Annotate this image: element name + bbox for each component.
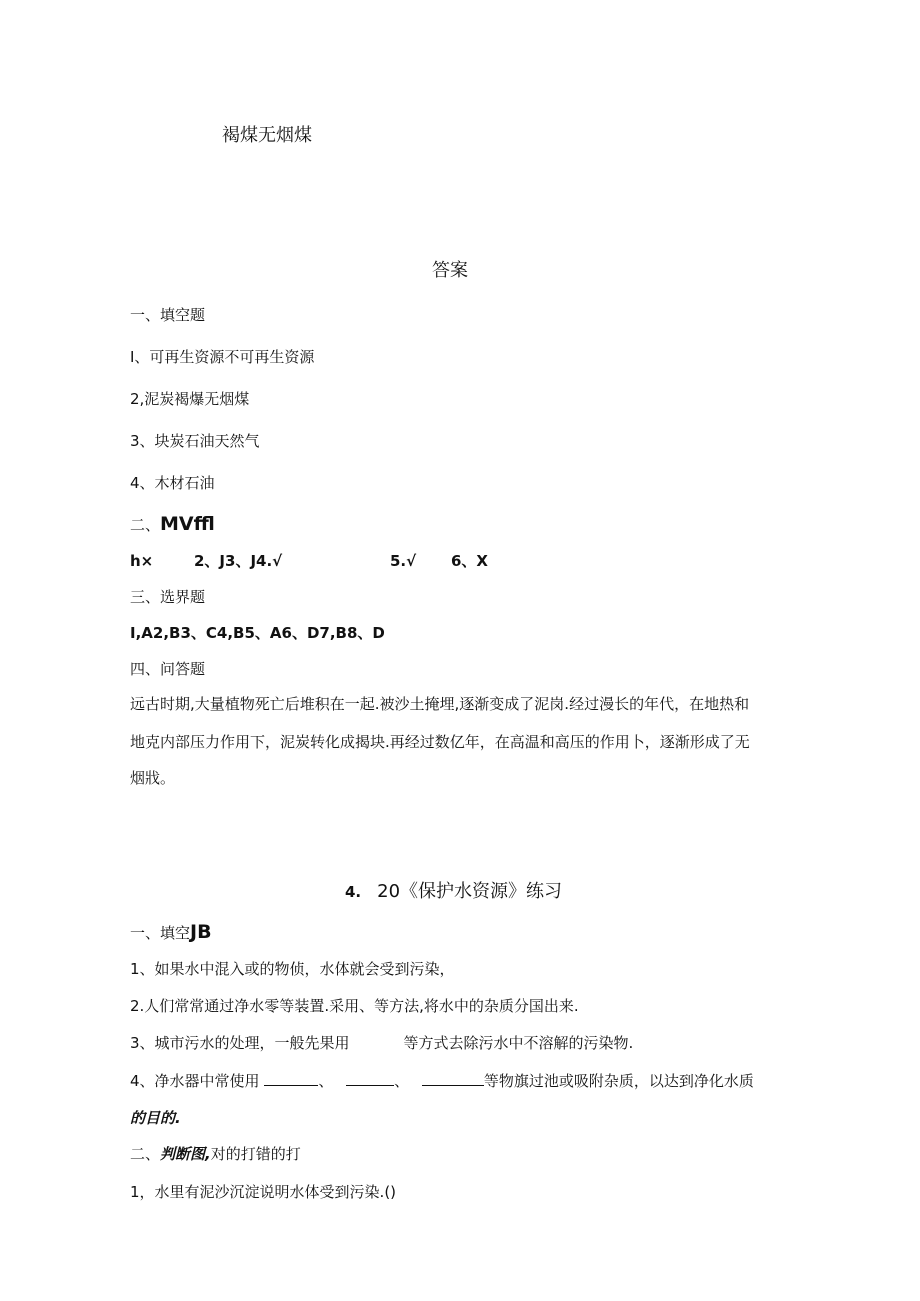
exercise-section-2-rest: 对的打错的打: [210, 1145, 301, 1163]
blank-2: [346, 1071, 394, 1086]
exercise-section-2-prefix: 二、: [130, 1145, 161, 1163]
answer-4-line-2: 地克内部压力作用下，泥炭转化成揭块.再经过数亿年，在高温和高压的作用卜，逐渐形成了无: [130, 733, 750, 751]
exercise-title-number: 4.: [345, 883, 362, 901]
answer-2-4: 6、X: [451, 552, 489, 570]
exercise-section-2-italic: 判断图,: [160, 1145, 211, 1163]
answer-4-line-3: 烟戕。: [130, 769, 176, 787]
top-line: 褐煤无烟煤: [222, 125, 312, 146]
question-3-part-b: 等方式去除污水中不溶解的污染物.: [403, 1034, 634, 1052]
answer-4-line-1: 远古时期,大量植物死亡后堆积在一起.被沙土掩埋,逐渐变成了泥岗.经过漫长的年代，在地热和: [130, 695, 750, 713]
answers-section-4-heading: 四、问答题: [130, 660, 206, 678]
question-3: [130, 1033, 633, 1053]
question-4: [130, 1071, 754, 1091]
question-2: 2.人们常常通过净水零等装置.采用、等方法,将水中的杂质分国出来.: [130, 997, 579, 1015]
exercise-section-1-heading: [130, 922, 212, 943]
question-4-sep-1: 、: [318, 1072, 334, 1090]
section-2-prefix: 二、: [130, 516, 161, 534]
answer-3: I,A2,B3、C4,B5、A6、D7,B8、D: [130, 624, 385, 642]
exercise-section-1-prefix: 一、填空: [130, 924, 191, 942]
blank-1: [264, 1071, 318, 1086]
question-4-part-b: 等物旗过池或吸附杂质，以达到净化水质: [483, 1072, 754, 1090]
question-4-continued: 的目的.: [130, 1109, 181, 1127]
question-1: 1、如果水中混入或的物侦，水体就会受到污染，: [130, 960, 455, 978]
answers-title: 答案: [432, 260, 468, 281]
exercise-section-1-garbled: JB: [190, 921, 212, 943]
blank-3: [422, 1071, 484, 1086]
answer-1-1: I、可再生资源不可再生资源: [130, 348, 315, 366]
answer-2-2: 2、J3、J4.√: [194, 552, 283, 570]
section-2-garbled: MVffl: [160, 513, 215, 535]
answer-2-3: 5.√: [390, 552, 417, 570]
judgement-question-1: 1，水里有泥沙沉淀说明水体受到污染.(): [130, 1183, 397, 1201]
answers-section-1-heading: 一、填空题: [130, 306, 206, 324]
question-3-part-a: 3、城市污水的处理，一般先果用: [130, 1034, 350, 1052]
answer-1-4: 4、木材石油: [130, 474, 215, 492]
exercise-title-text: 20《保护水资源》练习: [377, 881, 563, 902]
question-4-sep-2: 、: [394, 1072, 410, 1090]
exercise-title: [345, 882, 562, 902]
exercise-section-2-heading: [130, 1144, 301, 1164]
answer-1-2: 2,泥炭褐爆无烟煤: [130, 390, 250, 408]
answer-1-3: 3、块炭石油天然气: [130, 432, 260, 450]
answers-section-2-heading: [130, 514, 215, 535]
answers-section-3-heading: 三、选界题: [130, 588, 206, 606]
question-4-part-a: 4、净水器中常使用: [130, 1072, 260, 1090]
answer-2-1: h×: [130, 552, 154, 570]
